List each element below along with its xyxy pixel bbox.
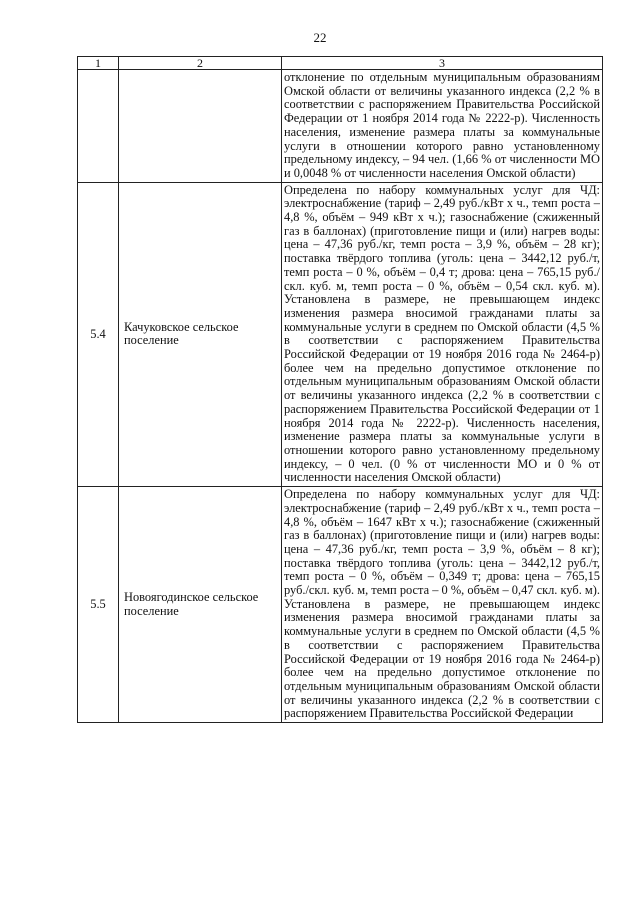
settlements-table [77, 56, 603, 723]
table-row [78, 182, 603, 486]
settlement-name: Новоягодинское сельское поселение [119, 487, 282, 723]
column-header-settlement: 2 [119, 57, 282, 70]
settlement-description: Определена по набору коммунальных услуг для ЧД: электроснабжение (тариф – 2,49 руб./кВт х ч., темп роста – 4,8 %, объём – 1647 кВт х ч.); газоснабжение (сжиженный газ в баллонах) (приготовление пищи и (или) нагрев воды: цена – 47,36 руб./кг, темп роста – 3,9 %, объём – 8 кг); поставка твёрдого топлива (уголь: цена – 3442,12 руб./т, темп роста – 0 %, объём – 0,349 т; дрова: цена – 765,15 руб./скл. куб. м, темп роста – 0 %, объём – 0,47 скл. куб. м). Установлена в размере, не превышающем индекс изменения размера вносимой гражданами платы за коммунальные услуги в среднем по Омской области (4,5 % в соответствии с распоряжением Правительства Российской Федерации от 19 ноября 2016 года № 2464-р) более чем на предельно допустимое отклонение по отдельным муниципальным образованиям Омской области от величины указанного индекса (2,2 % в соответствии с распоряжением Правительства Российской Федерации [282, 487, 603, 723]
table-row [78, 70, 603, 183]
page-number: 22 [313, 30, 327, 45]
settlement-description: отклонение по отдельным муниципальным образованиям Омской области от величины указанного индекса (2,2 % в соответствии с распоряжением Правительства Российской Федерации от 1 ноября 2014 года № 2222-р). Численность населения, изменение размера платы за коммунальные услуги в отношении которого равно установленному предельному индексу, – 94 чел. (1,66 % от численности МО и 0,0048 % от численности населения Омской области) [282, 70, 603, 183]
column-header-description: 3 [282, 57, 603, 70]
row-number: 5.4 [78, 182, 119, 486]
settlement-name: Качуковское сельское поселение [119, 182, 282, 486]
settlement-description: Определена по набору коммунальных услуг для ЧД: электроснабжение (тариф – 2,49 руб./кВт х ч., темп роста – 4,8 %, объём – 949 кВт х ч.); газоснабжение (сжиженный газ в баллонах) (приготовление пищи и (или) нагрев воды: цена – 47,36 руб./кг, темп роста – 3,9 %, объём – 28 кг); поставка твёрдого топлива (уголь: цена – 3442,12 руб./т, темп роста – 0 %, объём – 0,4 т; дрова: цена – 765,15 руб./скл. куб. м, темп роста – 0 %, объём – 0,54 скл. куб. м). Установлена в размере, не превышающем индекс изменения размера вносимой гражданами платы за коммунальные услуги в среднем по Омской области (4,5 % в соответствии с распоряжением Правительства Российской Федерации от 19 ноября 2016 года № 2464-р) более чем на предельно допустимое отклонение по отдельным муниципальным образованиям Омской области от величины указанного индекса (2,2 % в соответствии с распоряжением Правительства Российской Федерации от 1 ноября 2014 года № 2222-р). Численность населения, изменение размера платы за коммунальные услуги в отношении которого равно установленному предельному индексу, – 0 чел. (0 % от численности МО и 0 % от численности населения Омской области) [282, 182, 603, 486]
table-row [78, 487, 603, 723]
row-number: 5.5 [78, 487, 119, 723]
settlement-name [119, 70, 282, 183]
table-header-row [78, 57, 603, 70]
row-number [78, 70, 119, 183]
column-header-number: 1 [78, 57, 119, 70]
